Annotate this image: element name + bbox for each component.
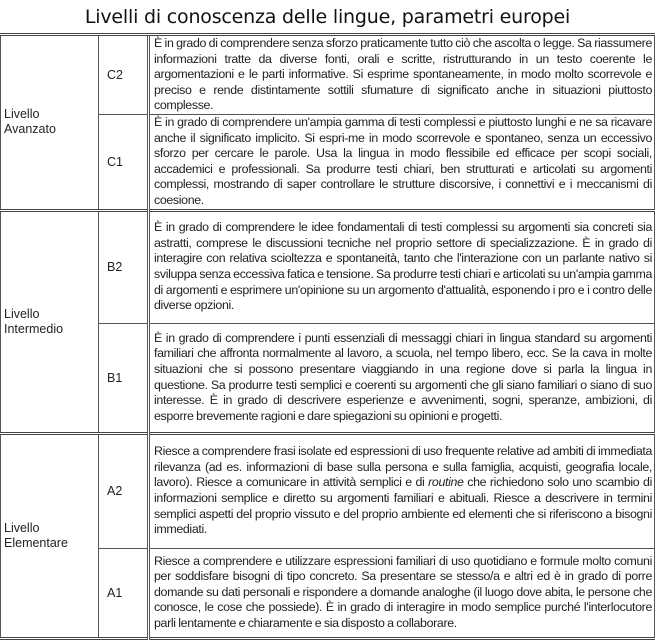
level-description <box>149 433 655 548</box>
level-code: A2 <box>99 433 149 548</box>
group-label-line2: Elementare <box>4 535 68 550</box>
level-description: È in grado di comprendere le idee fondamentali di testi complessi su argomenti sia concreti sia astratti, comprese le discussioni tecniche nel proprio settore di specializzazione. È in grado di interagire con relativa scioltezza e spontaneità, tanto che l'interazione con un parlante nativo si sviluppa senza eccessiva fatica e tensione. Sa produrre testi chiari e articolati su un'ampia gamma di argomenti e esprimere un'opinione su un argomento d'attualità, esponendo i pro e i contro delle diverse opzioni. <box>149 210 655 323</box>
table-row-a2 <box>1 433 655 548</box>
page-title: Livelli di conoscenza delle lingue, parametri europei <box>84 6 571 28</box>
level-description: È in grado di comprendere i punti essenziali di messaggi chiari in lingua standard su argomenti familiari che affronta normalmente al lavoro, a scuola, nel tempo libero, ecc. Se la cava in molte situazioni che si possono presentare viaggiando in una regione dove si parla la lingua in questione. Sa produrre testi semplici e coerenti su argomenti che gli siano familiari o siano di suo interesse. È in grado di descrivere esperienze e avvenimenti, sogni, speranze, ambizioni, di esporre brevemente ragioni e dare spiegazioni su opinioni e progetti. <box>149 323 655 433</box>
group-label-line2: Intermedio <box>4 321 64 336</box>
level-code: A1 <box>99 548 149 638</box>
group-label-line1: Livello <box>4 107 40 122</box>
table-row-c2 <box>1 35 655 115</box>
description-italic-term: routine <box>428 475 464 490</box>
table-row-a1 <box>1 548 655 638</box>
level-code: B1 <box>99 323 149 433</box>
group-label-line1: Livello <box>4 306 40 321</box>
table-row-c1 <box>1 114 655 210</box>
level-description: È in grado di comprendere senza sforzo praticamente tutto ciò che ascolta o legge. Sa riassumere informazioni tratte da diverse fonti, orali e scritte, ristrutturando in un testo coerente le argomentazioni e le parti informative. Si esprime spontaneamente, in modo molto scorrevole e preciso e rende distintamente sottili sfumature di significato anche in situazioni piuttosto complesse. <box>149 35 655 115</box>
level-code: B2 <box>99 210 149 323</box>
level-code: C1 <box>99 114 149 210</box>
table-row-b1 <box>1 323 655 433</box>
description-part: che richiedono solo uno scambio di informazioni semplice e diretto su argomenti familiari e abituali. Riesce a descrivere in termini semplici aspetti del proprio vissuto e del proprio ambiente ed elementi che si riferiscono a bisogni immediati. <box>154 475 652 537</box>
group-label-avanzato <box>1 35 99 211</box>
language-levels-table <box>0 33 655 640</box>
table-row-b2 <box>1 210 655 323</box>
level-code: C2 <box>99 35 149 115</box>
group-label-intermedio <box>1 210 99 433</box>
group-label-line1: Livello <box>4 520 40 535</box>
group-label-line2: Avanzato <box>4 122 56 137</box>
group-label-elementare <box>1 433 99 638</box>
level-description: È in grado di comprendere un'ampia gamma di testi complessi e piuttosto lunghi e ne sa ricavare anche il significato implicito. Si espri-me in modo scorrevole e spontaneo, senza un eccessivo sforzo per cercare le parole. Usa la lingua in modo flessibile ed efficace per scopi sociali, accademici e professionali. Sa produrre testi chiari, ben strutturati e articolati su argomenti complessi, mostrando di saper controllare le strutture discorsive, i connettivi e i meccanismi di coesione. <box>149 114 655 210</box>
description-part: Riesce a comprendere frasi isolate ed espressioni di uso frequente relative ad ambiti di immediata rilevanza (ad es. informazioni di base sulla persona e sulla famiglia, acquisti, geografia locale, lavoro). Riesce a comunicare in attività semplici e di <box>154 444 652 490</box>
level-description: Riesce a comprendere e utilizzare espressioni familiari di uso quotidiano e formule molto comuni per soddisfare bisogni di tipo concreto. Sa presentare se stesso/a e altri ed è in grado di porre domande su dati personali e rispondere a domande analoghe (il luogo dove abita, le persone che conosce, le cose che possiede). È in grado di interagire in modo semplice purché l'interlocutore parli lentamente e chiaramente e sia disposto a collaborare. <box>149 548 655 638</box>
